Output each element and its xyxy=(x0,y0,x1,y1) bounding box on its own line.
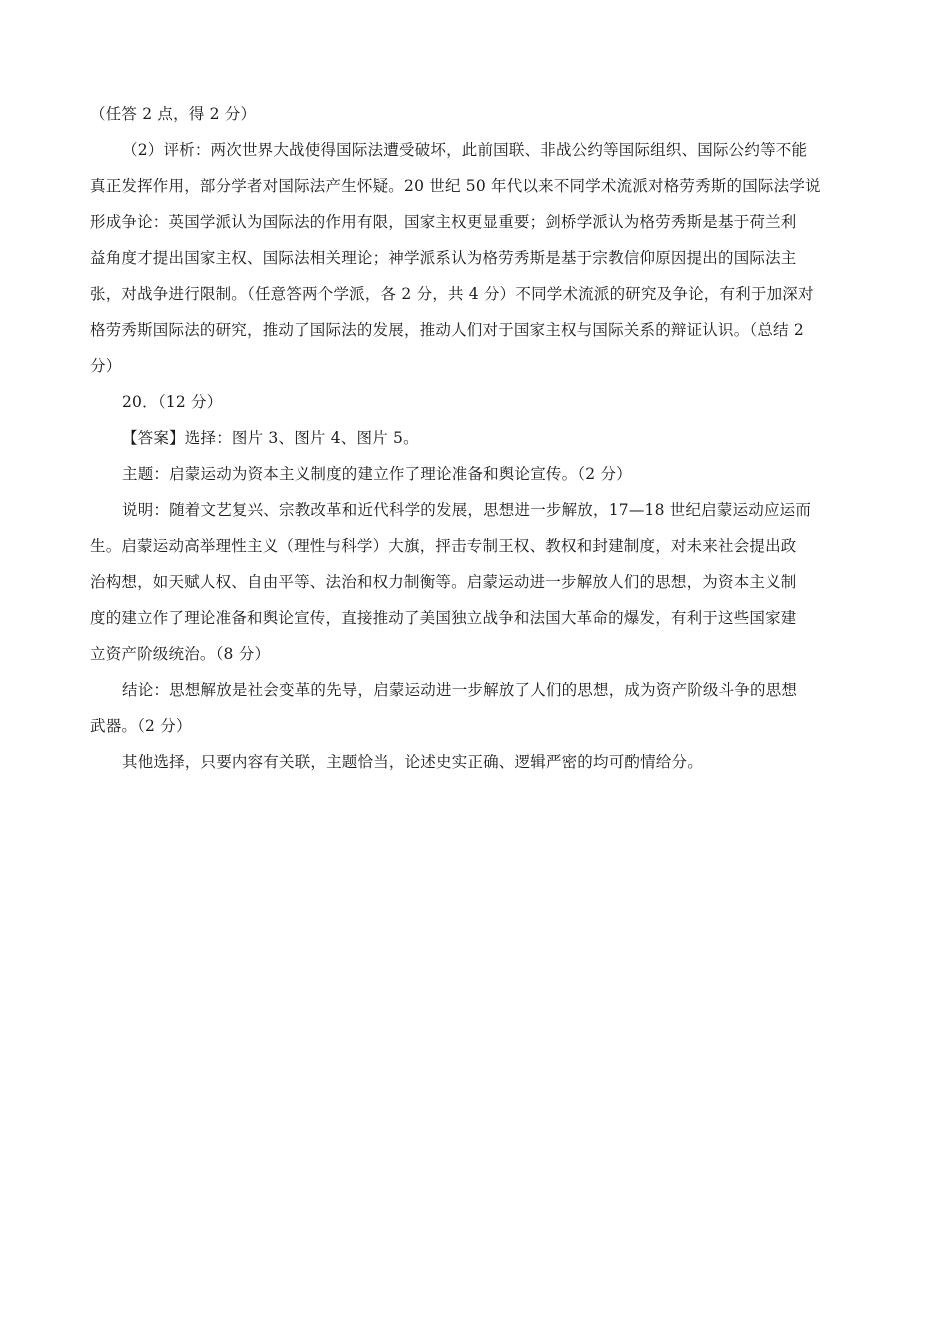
answer-theme: 主题：启蒙运动为资本主义制度的建立作了理论准备和舆论宣传。（2 分） xyxy=(122,465,632,483)
text-line: 立资产阶级统治。（8 分） xyxy=(90,645,271,663)
commentary-paragraph xyxy=(90,132,862,168)
document-page xyxy=(90,96,862,780)
text-line: 真正发挥作用，部分学者对国际法产生怀疑。20 世纪 50 年代以来不同学术流派对格劳秀斯的国际法学说 xyxy=(90,177,821,195)
text-line: 形成争论：英国学派认为国际法的作用有限，国家主权更显重要；剑桥学派认为格劳秀斯是基于荷兰利 xyxy=(90,213,797,231)
text-line: 武器。（2 分） xyxy=(90,717,192,735)
explanation-first-line: 说明：随着文艺复兴、宗教改革和近代科学的发展，思想进一步解放，17—18 世纪启蒙运动应运而 xyxy=(122,501,812,519)
conclusion-first-line: 结论：思想解放是社会变革的先导，启蒙运动进一步解放了人们的思想，成为资产阶级斗争的思想 xyxy=(122,681,798,699)
text-line: 益角度才提出国家主权、国际法相关理论；神学派系认为格劳秀斯是基于宗教信仰原因提出的国际法主 xyxy=(90,249,797,267)
text-line: 生。启蒙运动高举理性主义（理性与科学）大旗，抨击专制王权、教权和封建制度，对未来社会提出政 xyxy=(90,537,797,555)
scoring-note: （任答 2 点，得 2 分） xyxy=(90,105,257,123)
grading-note: 其他选择，只要内容有关联，主题恰当，论述史实正确、逻辑严密的均可酌情给分。 xyxy=(122,753,703,771)
text-line: 度的建立作了理论准备和舆论宣传，直接推动了美国独立战争和法国大革命的爆发，有利于这些国家建 xyxy=(90,609,797,627)
text-line: 格劳秀斯国际法的研究，推动了国际法的发展，推动人们对于国家主权与国际关系的辩证认识。（总结 2 xyxy=(90,321,804,339)
answer-choice: 【答案】选择：图片 3、图片 4、图片 5。 xyxy=(122,429,419,447)
text-line: （2）评析：两次世界大战使得国际法遭受破坏，此前国联、非战公约等国际组织、国际公约等不能 xyxy=(122,141,808,159)
text-line: 张，对战争进行限制。（任意答两个学派，各 2 分，共 4 分）不同学术流派的研究及争论，有利于加深对 xyxy=(90,285,814,303)
question-number: 20．（12 分） xyxy=(122,393,223,411)
text-line: 治构想，如天赋人权、自由平等、法治和权力制衡等。启蒙运动进一步解放人们的思想，为资本主义制 xyxy=(90,573,797,591)
text-line: 分） xyxy=(90,357,122,375)
